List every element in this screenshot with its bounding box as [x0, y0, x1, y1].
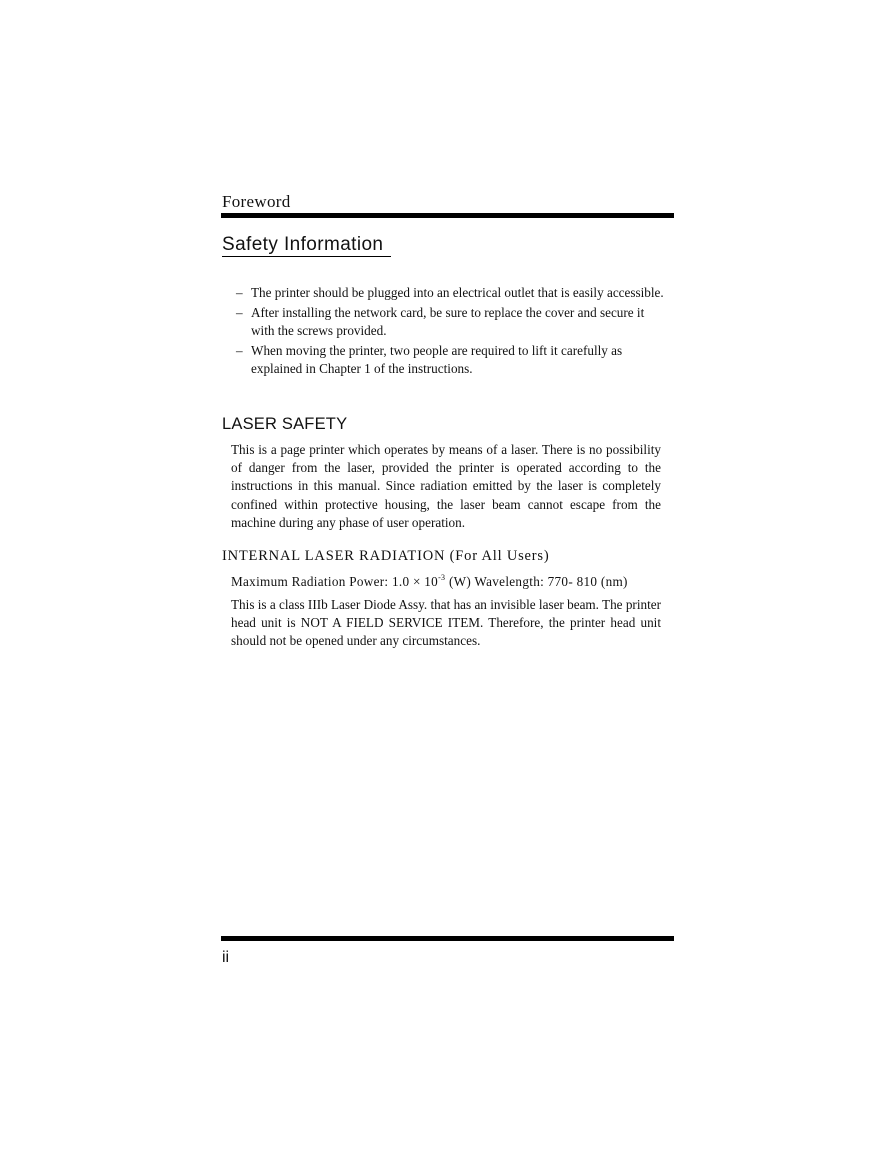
internal-radiation-heading: INTERNAL LASER RADIATION (For All Users) [222, 548, 550, 564]
section-title: Safety Information [222, 234, 391, 257]
power-exponent: -3 [438, 573, 446, 582]
power-suffix: (W) Wavelength: 770- 810 (nm) [445, 574, 628, 589]
safety-bullet-list [236, 284, 666, 380]
list-item [236, 284, 666, 303]
list-item [236, 304, 666, 341]
bullet-text: When moving the printer, two people are required to lift it carefully as explained in Chapter 1 of the instructions. [251, 342, 623, 377]
list-item [236, 342, 666, 379]
bullet-text: The printer should be plugged into an electrical outlet that is easily accessible. [251, 285, 664, 300]
bullet-dash: – [236, 304, 243, 320]
running-header: Foreword [222, 192, 291, 211]
laser-class-paragraph: This is a class IIIb Laser Diode Assy. that has an invisible laser beam. The printer head unit is NOT A FIELD SERVICE ITEM. Therefore, the printer head unit should not be opened under any circumstances. [231, 597, 661, 649]
radiation-power-line [231, 574, 628, 590]
laser-safety-paragraph: This is a page printer which operates by means of a laser. There is no possibility of danger from the laser, provided the printer is operated according to the instructions in this manual. Since radiation emitted by the laser is completely confined within protective housing, the laser beam cannot escape from the machine during any phase of user operation. [231, 442, 661, 530]
footer-rule [221, 936, 674, 941]
bullet-text: After installing the network card, be sure to replace the cover and secure it with the screws provided. [251, 304, 645, 339]
power-prefix: Maximum Radiation Power: 1.0 × 10 [231, 574, 439, 589]
laser-safety-heading: LASER SAFETY [222, 415, 348, 433]
page-number: ii [222, 949, 230, 966]
header-rule [221, 213, 674, 218]
bullet-dash: – [236, 285, 243, 300]
bullet-dash: – [236, 342, 243, 358]
